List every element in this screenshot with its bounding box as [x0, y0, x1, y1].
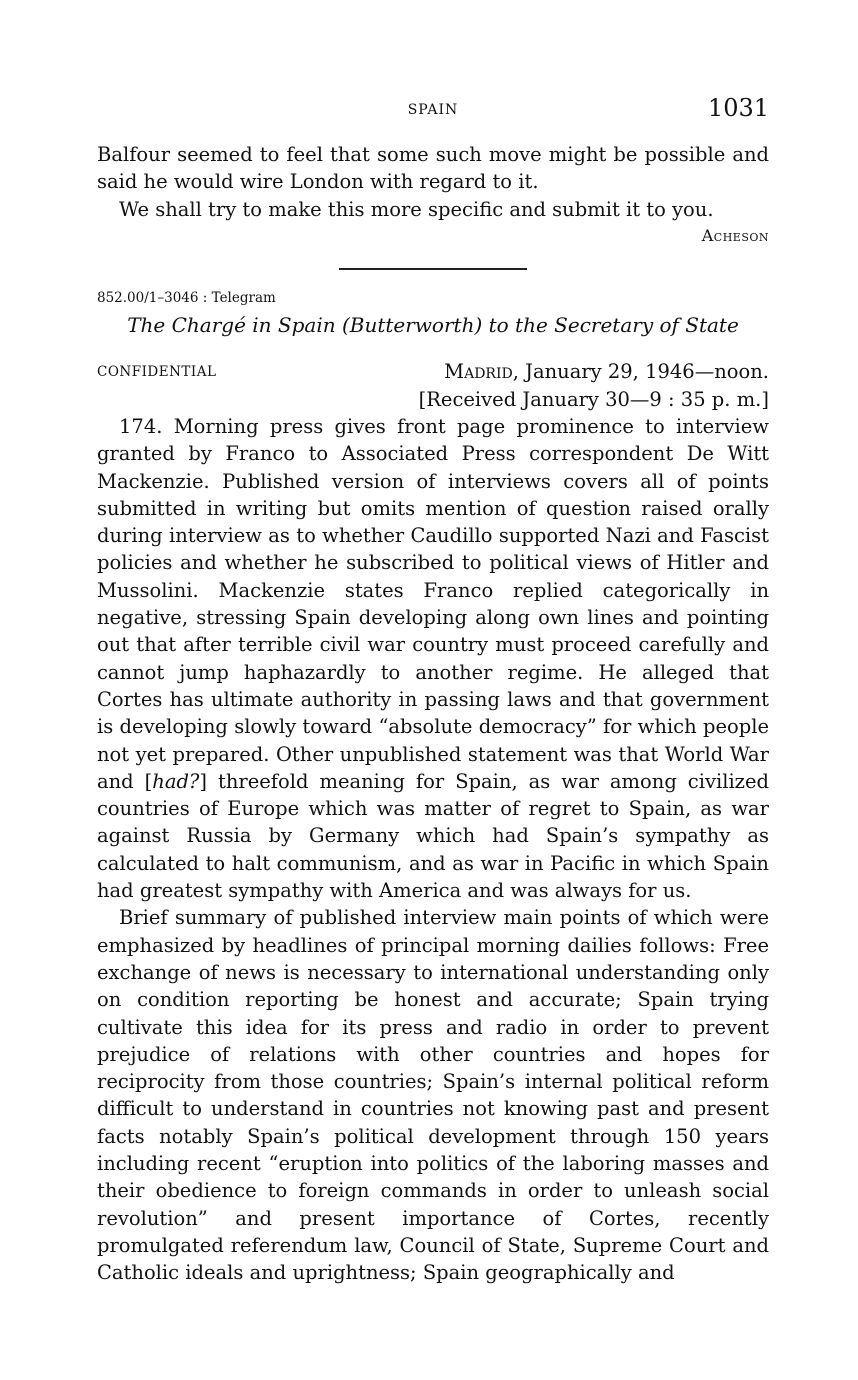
telegram-body: [97, 413, 769, 1287]
heading-text: ) to the Secretary of State: [474, 313, 739, 337]
heading-author: Butterworth: [349, 313, 475, 337]
classification-label: CONFIDENTIAL: [97, 364, 217, 380]
body-paragraph: [97, 413, 769, 904]
document-heading: [97, 313, 769, 337]
heading-text: The Chargé in Spain (: [127, 313, 350, 337]
body-paragraph: Brief summary of published interview main points of which were emphasized by headlines of principal morning dailies follows: Free exchange of news is necessary to international understanding only on condition reporting be honest and accurate; Spain trying cultivate this idea for its press and radio in order to prevent prejudice of relations with other countries and hopes for reciprocity from those countries; Spain’s internal political reform difficult to understand in countries not knowing past and present facts notably Spain’s political development through 150 years including recent “eruption into politics of the laboring masses and their obedience to foreign commands in order to unleash social revolution” and present importance of Cortes, recently promulgated referendum law, Council of State, Supreme Court and Catholic ideals and uprightness; Spain geographically and: [97, 906, 769, 1285]
page-number: 1031: [707, 94, 769, 122]
body-text-segment: ] threefold meaning for Spain, as war among civilized countries of Europe which was matter of regret to Spain, as war against Russia by Germany which had Spain’s sympathy as calculated to halt communism, and as war in Pacific in which Spain had greatest sympathy with America and was always for us.: [97, 769, 769, 903]
dateline-place: Madrid: [444, 360, 513, 383]
running-head-title: SPAIN: [407, 102, 459, 118]
lead-paragraph: Balfour seemed to feel that some such move might be possible and said he would wire London with regard to it.: [97, 143, 769, 194]
dateline: [419, 358, 769, 413]
lead-paragraph: We shall try to make this more specific and submit it to you.: [119, 197, 714, 221]
editorial-insertion: had?: [152, 769, 200, 793]
dateline-received: [Received January 30—9 : 35 p. m.]: [418, 387, 769, 411]
running-head: [97, 94, 769, 128]
body-text-segment: 174. Morning press gives front page prominence to interview granted by Franco to Associated Press correspondent De Witt Mackenzie. Published version of interviews covers all of points submitted in writing but omits mention of question raised orally during interview as to whether Caudillo supported Nazi and Fascist policies and whether he subscribed to political views of Hitler and Mussolini. Mackenzie states Franco replied categorically in negative, stressing Spain developing along own lines and pointing out that after terrible civil war country must proceed carefully and cannot jump haphazardly to another regime. He alleged that Cortes has ultimate authority in passing laws and that government is developing slowly toward “absolute democracy” for which people not yet prepared. Other unpublished statement was that World War and [: [97, 415, 769, 793]
section-divider: [339, 268, 527, 270]
file-reference: 852.00/1–3046 : Telegram: [97, 290, 276, 306]
dateline-date: , January 29, 1946—noon.: [512, 360, 769, 383]
dateline-sent: [419, 358, 769, 386]
lead-text: [97, 141, 769, 223]
signature: Acheson: [701, 226, 769, 245]
